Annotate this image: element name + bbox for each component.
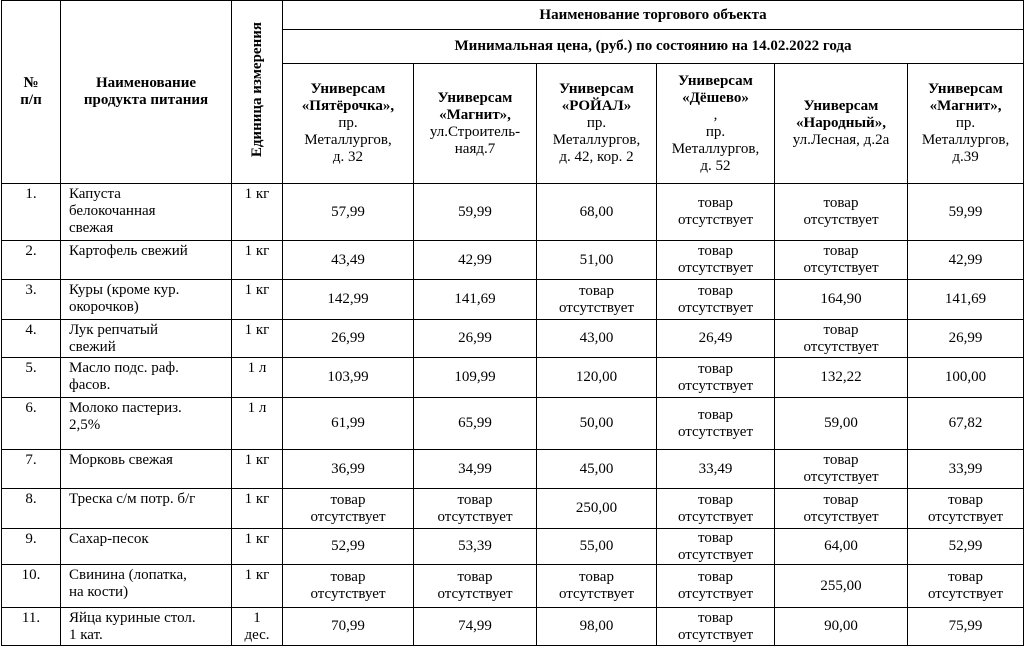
store-name: Универсам «Магнит», (437, 89, 513, 123)
price-cell-store-3: 50,00 (537, 398, 657, 450)
price-cell-store-5: 90,00 (775, 608, 908, 646)
price-cell-store-4: товар отсутствует (657, 565, 775, 608)
price-cell-store-3: 43,00 (537, 320, 657, 358)
price-cell-store-1: товар отсутствует (283, 565, 414, 608)
price-cell-store-1: 61,99 (283, 398, 414, 450)
col-header-num (2, 1, 61, 184)
store-name: Универсам «Дёшево» (678, 72, 753, 106)
price-cell-store-6: товар отсутствует (908, 489, 1024, 529)
price-caption: Минимальная цена, (руб.) по состоянию на 14.02.2022 года (283, 30, 1024, 64)
store-name: Универсам «Магнит», (928, 81, 1003, 114)
object-header: Наименование торгового объекта (283, 1, 1024, 30)
product-name: Куры (кроме кур. окорочков) (61, 280, 232, 320)
col-header-product (61, 1, 232, 184)
price-cell-store-2: 42,99 (414, 241, 537, 280)
price-cell-store-4: товар отсутствует (657, 608, 775, 646)
price-cell-store-4: товар отсутствует (657, 529, 775, 565)
store-address: пр. Металлургов, д. 42, кор. 2 (552, 115, 641, 165)
price-cell-store-4: товар отсутствует (657, 398, 775, 450)
store-address: пр. Металлургов, д. 32 (304, 115, 392, 165)
price-cell-store-2: товар отсутствует (414, 565, 537, 608)
col-header-num-text: № п/п (20, 75, 42, 108)
table-row (2, 565, 1024, 608)
price-cell-store-4: 26,49 (657, 320, 775, 358)
price-cell-store-5: 255,00 (775, 565, 908, 608)
price-cell-store-2: 109,99 (414, 358, 537, 398)
price-cell-store-2: товар отсутствует (414, 489, 537, 529)
table-row (2, 529, 1024, 565)
table-row (2, 450, 1024, 489)
price-cell-store-1: 36,99 (283, 450, 414, 489)
table-row (2, 280, 1024, 320)
store-address: ул.Строитель- наяд.7 (429, 123, 521, 157)
price-cell-store-4: товар отсутствует (657, 489, 775, 529)
price-cell-store-4: 33,49 (657, 450, 775, 489)
price-cell-store-2: 26,99 (414, 320, 537, 358)
price-cell-store-5: 64,00 (775, 529, 908, 565)
store-header-1 (283, 64, 414, 184)
price-cell-store-3: товар отсутствует (537, 280, 657, 320)
row-number: 1. (2, 184, 61, 241)
unit-cell: 1 л (232, 398, 283, 450)
price-cell-store-3: 98,00 (537, 608, 657, 646)
row-number: 3. (2, 280, 61, 320)
product-name: Морковь свежая (61, 450, 232, 489)
price-cell-store-2: 141,69 (414, 280, 537, 320)
store-header-5 (775, 64, 908, 184)
price-cell-store-1: 70,99 (283, 608, 414, 646)
price-cell-store-6: 26,99 (908, 320, 1024, 358)
table-row (2, 489, 1024, 529)
store-name: Универсам «РОЙАЛ» (559, 81, 634, 114)
store-name: Универсам «Народный», (796, 98, 886, 131)
row-number: 10. (2, 565, 61, 608)
store-address: , пр. Металлургов, д. 52 (671, 106, 760, 174)
store-header-4 (657, 64, 775, 184)
price-cell-store-3: 68,00 (537, 184, 657, 241)
price-cell-store-1: 57,99 (283, 184, 414, 241)
unit-cell: 1 кг (232, 280, 283, 320)
row-number: 4. (2, 320, 61, 358)
price-cell-store-2: 65,99 (414, 398, 537, 450)
unit-cell: 1 л (232, 358, 283, 398)
price-cell-store-5: товар отсутствует (775, 320, 908, 358)
row-number: 2. (2, 241, 61, 280)
product-name: Лук репчатый свежий (61, 320, 232, 358)
price-cell-store-3: 250,00 (537, 489, 657, 529)
col-header-unit (232, 1, 283, 184)
row-number: 5. (2, 358, 61, 398)
table-body (2, 184, 1024, 646)
price-cell-store-6: 141,69 (908, 280, 1024, 320)
row-number: 8. (2, 489, 61, 529)
table-row (2, 184, 1024, 241)
price-cell-store-4: товар отсутствует (657, 280, 775, 320)
price-cell-store-5: товар отсутствует (775, 450, 908, 489)
price-cell-store-1: 52,99 (283, 529, 414, 565)
price-cell-store-6: 67,82 (908, 398, 1024, 450)
price-cell-store-3: 55,00 (537, 529, 657, 565)
store-header-2 (414, 64, 537, 184)
price-cell-store-6: 33,99 (908, 450, 1024, 489)
price-cell-store-1: товар отсутствует (283, 489, 414, 529)
unit-cell: 1 дес. (232, 608, 283, 646)
store-header-3 (537, 64, 657, 184)
product-name: Масло подс. раф. фасов. (61, 358, 232, 398)
unit-cell: 1 кг (232, 489, 283, 529)
row-number: 6. (2, 398, 61, 450)
price-cell-store-4: товар отсутствует (657, 358, 775, 398)
product-name: Свинина (лопатка, на кости) (61, 565, 232, 608)
table-row (2, 320, 1024, 358)
store-address: ул.Лесная, д.2а (792, 132, 890, 148)
price-cell-store-6: товар отсутствует (908, 565, 1024, 608)
price-cell-store-6: 59,99 (908, 184, 1024, 241)
row-number: 7. (2, 450, 61, 489)
price-cell-store-3: 120,00 (537, 358, 657, 398)
price-table (1, 0, 1024, 646)
unit-cell: 1 кг (232, 565, 283, 608)
col-header-product-text: Наименование продукта питания (83, 75, 209, 108)
table-row (2, 358, 1024, 398)
price-cell-store-4: товар отсутствует (657, 241, 775, 280)
unit-cell: 1 кг (232, 241, 283, 280)
price-cell-store-3: товар отсутствует (537, 565, 657, 608)
store-header-6 (908, 64, 1024, 184)
table-row (2, 398, 1024, 450)
price-cell-store-5: 132,22 (775, 358, 908, 398)
unit-cell: 1 кг (232, 320, 283, 358)
price-cell-store-3: 51,00 (537, 241, 657, 280)
product-name: Капуста белокочанная свежая (61, 184, 232, 241)
price-cell-store-1: 26,99 (283, 320, 414, 358)
price-cell-store-4: товар отсутствует (657, 184, 775, 241)
price-cell-store-5: товар отсутствует (775, 241, 908, 280)
price-cell-store-1: 103,99 (283, 358, 414, 398)
price-cell-store-5: 59,00 (775, 398, 908, 450)
unit-cell: 1 кг (232, 184, 283, 241)
price-cell-store-2: 59,99 (414, 184, 537, 241)
table-row (2, 241, 1024, 280)
price-cell-store-2: 74,99 (414, 608, 537, 646)
price-cell-store-6: 42,99 (908, 241, 1024, 280)
price-cell-store-2: 53,39 (414, 529, 537, 565)
price-cell-store-1: 142,99 (283, 280, 414, 320)
col-header-unit-text: Единица измерения (248, 21, 265, 158)
price-cell-store-1: 43,49 (283, 241, 414, 280)
product-name: Картофель свежий (61, 241, 232, 280)
product-name: Молоко пастериз. 2,5% (61, 398, 232, 450)
unit-cell: 1 кг (232, 529, 283, 565)
price-cell-store-6: 100,00 (908, 358, 1024, 398)
store-address: пр. Металлургов, д.39 (921, 115, 1010, 165)
row-number: 9. (2, 529, 61, 565)
price-cell-store-6: 75,99 (908, 608, 1024, 646)
product-name: Сахар-песок (61, 529, 232, 565)
price-cell-store-5: 164,90 (775, 280, 908, 320)
unit-cell: 1 кг (232, 450, 283, 489)
product-name: Яйца куриные стол. 1 кат. (61, 608, 232, 646)
price-cell-store-5: товар отсутствует (775, 489, 908, 529)
price-cell-store-6: 52,99 (908, 529, 1024, 565)
store-name: Универсам «Пятёрочка», (301, 81, 395, 114)
price-cell-store-3: 45,00 (537, 450, 657, 489)
product-name: Треска с/м потр. б/г (61, 489, 232, 529)
table-row (2, 608, 1024, 646)
row-number: 11. (2, 608, 61, 646)
price-cell-store-5: товар отсутствует (775, 184, 908, 241)
price-cell-store-2: 34,99 (414, 450, 537, 489)
